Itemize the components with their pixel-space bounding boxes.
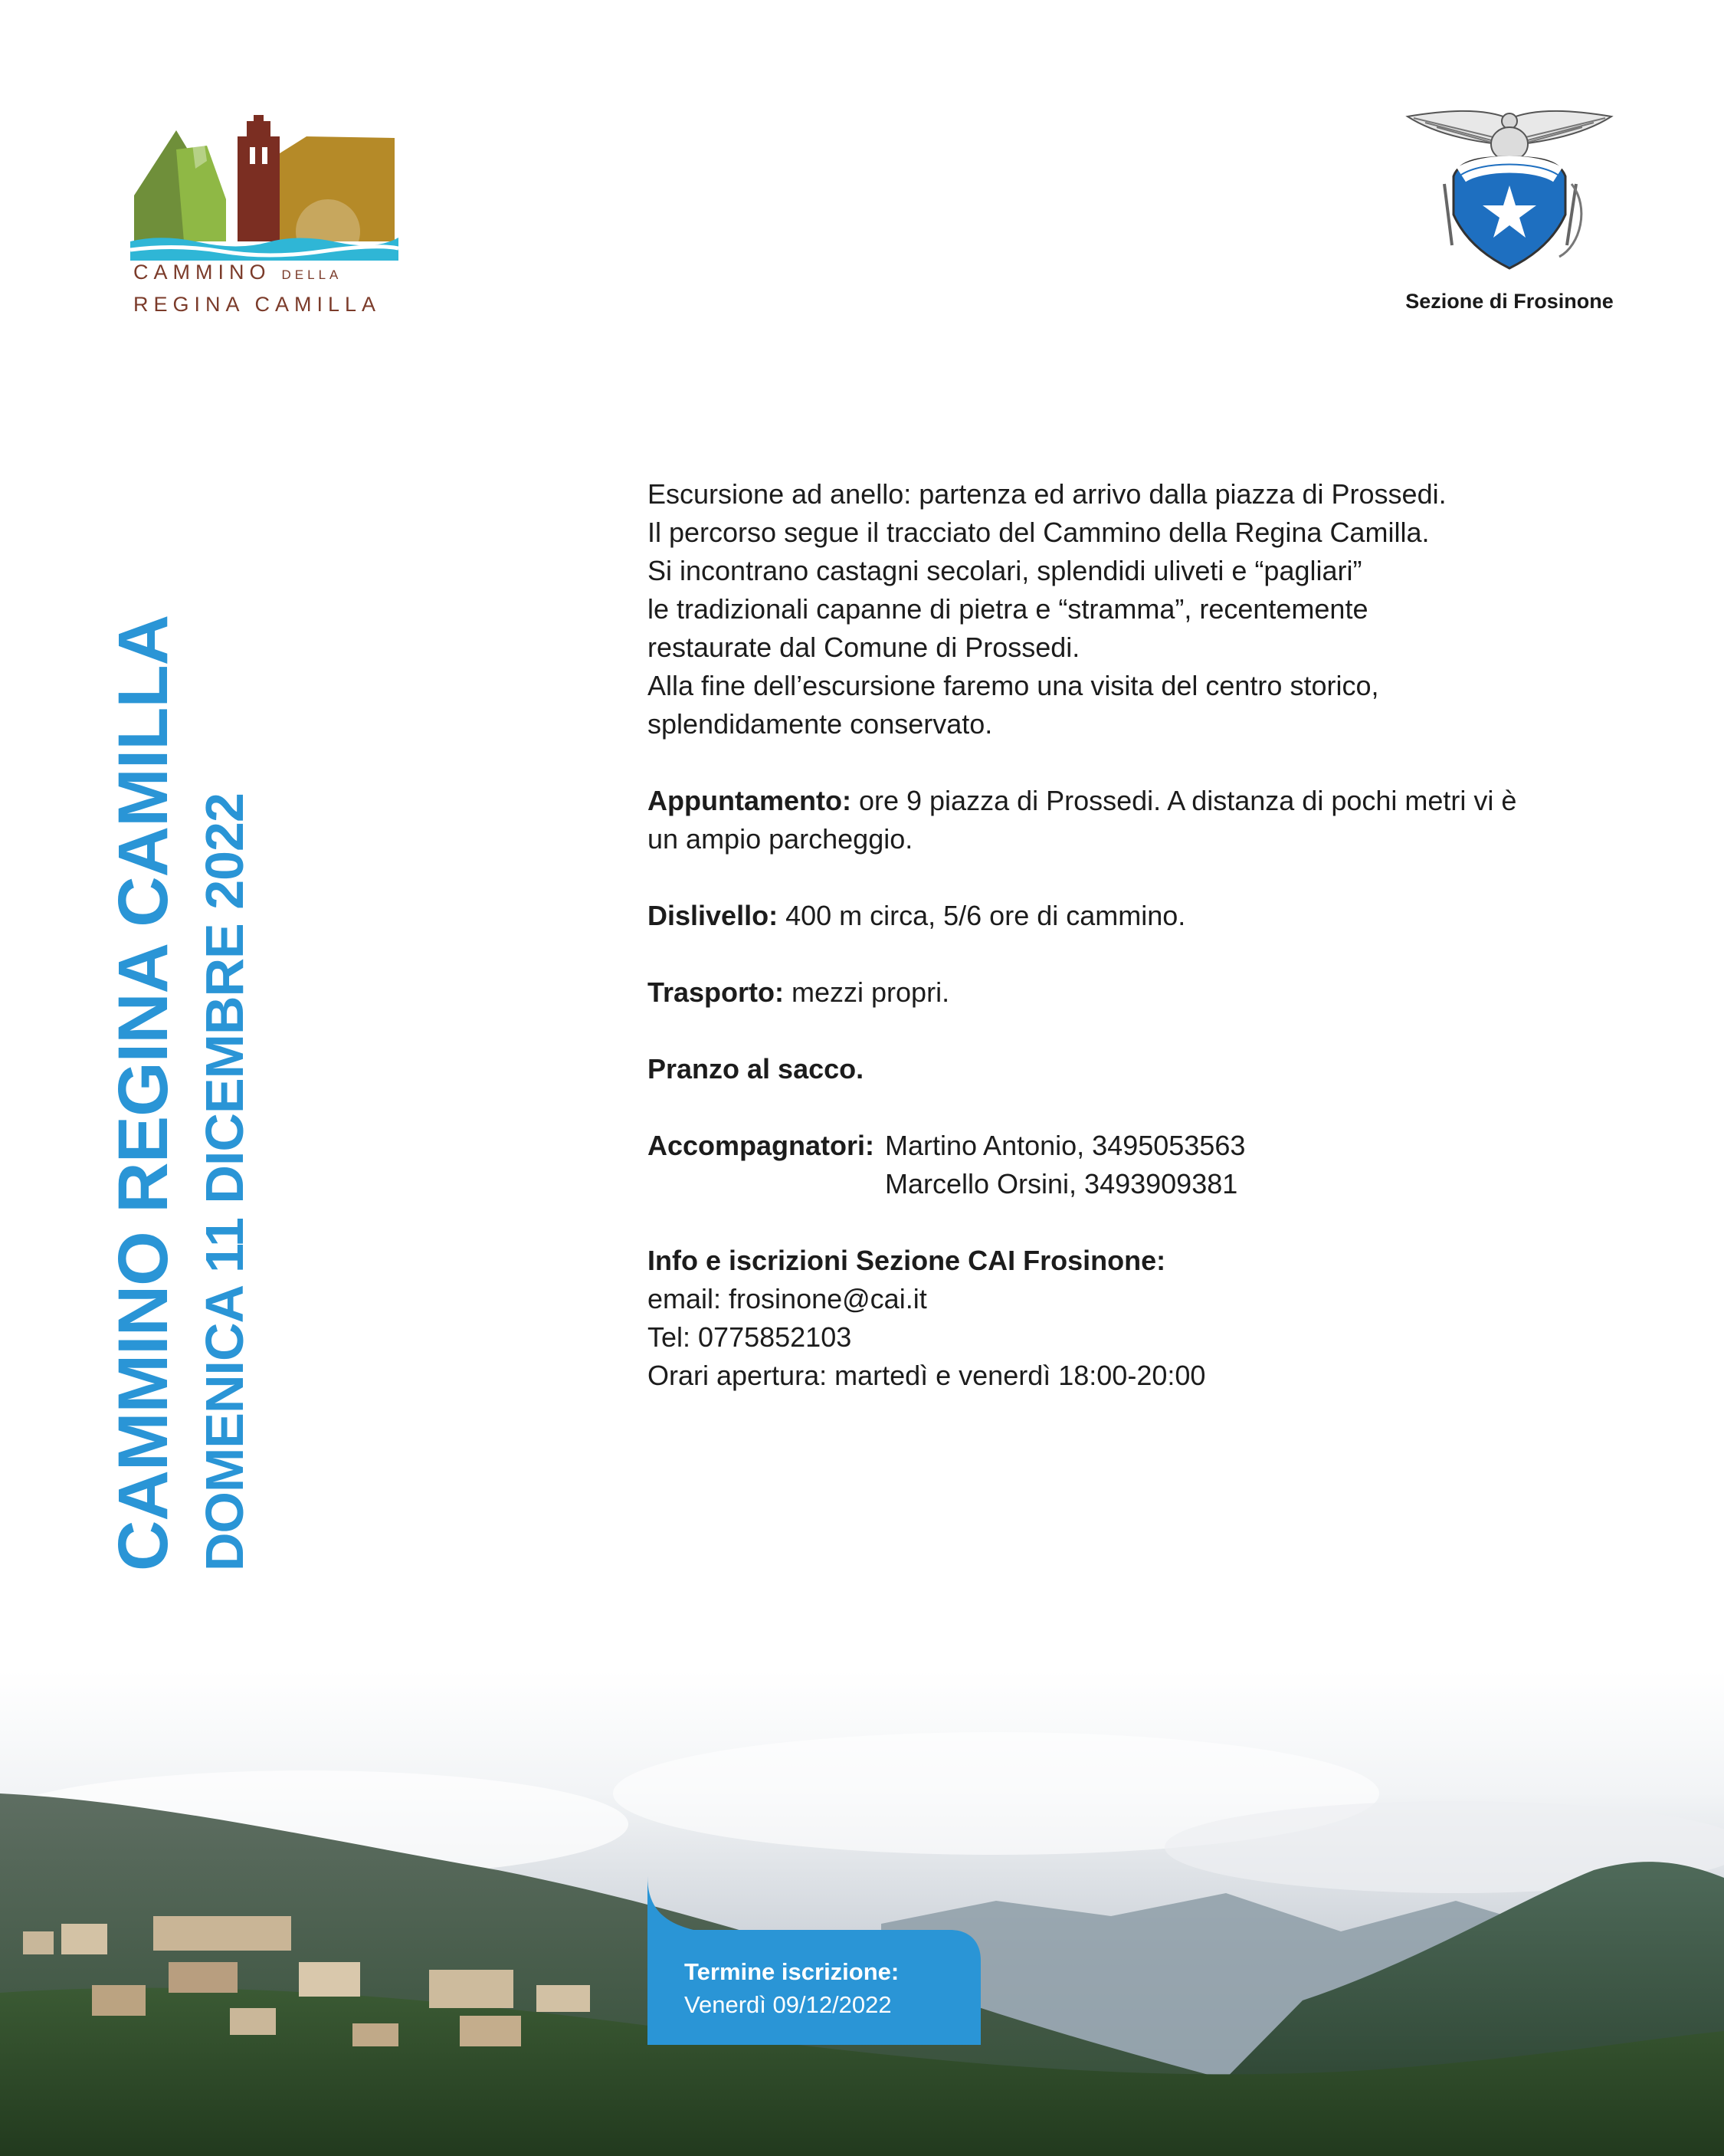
appointment-value: ore 9 piazza di Prossedi. A distanza di pochi metri vi è [851, 785, 1517, 816]
info-hours: Orari apertura: martedì e venerdì 18:00-20:00 [647, 1360, 1206, 1391]
description-line: Alla fine dell’escursione faremo una visita del centro storico, [647, 670, 1379, 701]
transport-value: mezzi propri. [784, 976, 950, 1008]
guides-label: Accompagnatori: [647, 1130, 875, 1161]
description-line: Si incontrano castagni secolari, splendidi uliveti e “pagliari” [647, 555, 1362, 586]
event-title: CAMMINO REGINA CAMILLA [104, 615, 182, 1571]
event-date: DOMENICA 11 DICEMBRE 2022 [195, 793, 254, 1571]
cammino-logo [130, 107, 406, 330]
cai-emblem [1398, 100, 1621, 276]
description-line: Il percorso segue il tracciato del Cammino della Regina Camilla. [647, 517, 1430, 548]
guides-row [647, 1127, 1644, 1203]
lunch-note: Pranzo al sacco. [647, 1053, 864, 1085]
logo-text-line1: CAMMINO DELLA [133, 261, 343, 284]
transport-line [647, 973, 1644, 1012]
deadline-badge [647, 1876, 981, 2045]
description-line: Escursione ad anello: partenza ed arrivo dalla piazza di Prossedi. [647, 478, 1447, 510]
appointment-line [647, 782, 1644, 820]
cai-section-label: Sezione di Frosinone [1405, 290, 1614, 313]
logo-text-line2: REGINA CAMILLA [133, 293, 382, 316]
elevation-value: 400 m circa, 5/6 ore di cammino. [778, 900, 1186, 931]
info-phone[interactable]: Tel: 0775852103 [647, 1321, 852, 1353]
guide-entry: Martino Antonio, 3495053563 [885, 1130, 1246, 1161]
elevation-label: Dislivello: [647, 900, 778, 931]
elevation-line [647, 897, 1644, 935]
vertical-title-block [103, 575, 303, 1571]
guide-entry: Marcello Orsini, 3493909381 [885, 1168, 1238, 1199]
deadline-title: Termine iscrizione: [684, 1958, 900, 1985]
description-line: le tradizionali capanne di pietra e “stramma”, recentemente [647, 593, 1368, 625]
appointment-line2: un ampio parcheggio. [647, 823, 913, 855]
description-line: restaurate dal Comune di Prossedi. [647, 632, 1080, 663]
transport-label: Trasporto: [647, 976, 785, 1008]
cammino-logo-graphic [130, 107, 398, 261]
info-email[interactable]: email: frosinone@cai.it [647, 1283, 927, 1314]
info-title: Info e iscrizioni Sezione CAI Frosinone: [647, 1245, 1166, 1276]
event-details [647, 475, 1644, 1395]
description-line: splendidamente conservato. [647, 708, 993, 740]
appointment-label: Appuntamento: [647, 785, 851, 816]
deadline-date: Venerdì 09/12/2022 [684, 1991, 892, 2018]
cai-logo [1383, 100, 1636, 322]
